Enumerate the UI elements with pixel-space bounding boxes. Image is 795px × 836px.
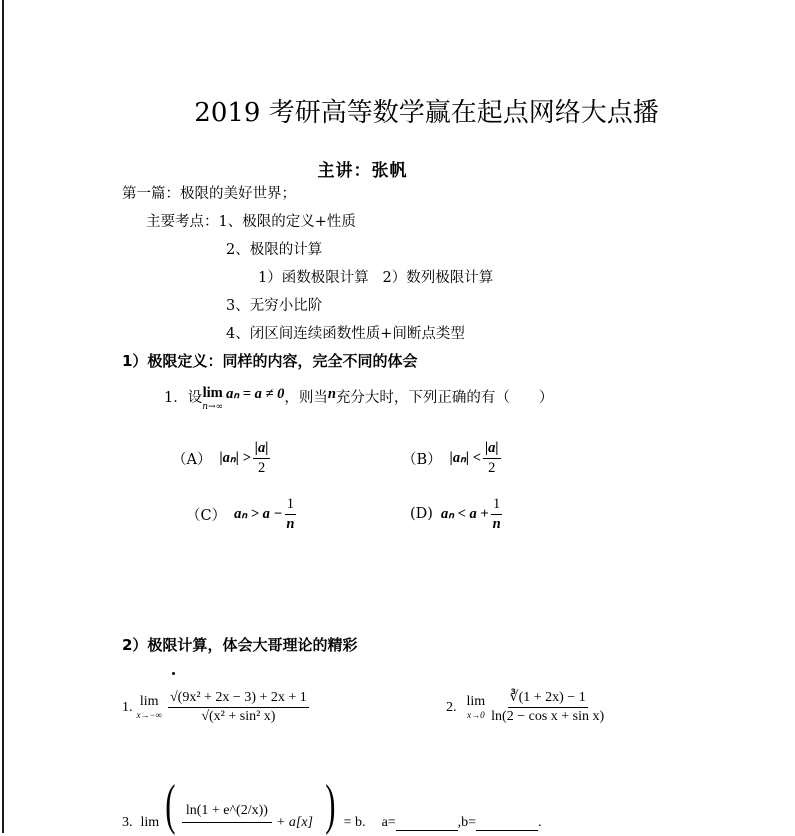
outline-item: 2、极限的计算 bbox=[226, 242, 323, 258]
section-heading: 2）极限计算，体会大哥理论的精彩 bbox=[122, 636, 358, 654]
document-title: 2019 考研高等数学赢在起点网络大点播 bbox=[194, 98, 659, 128]
fraction: $\frac{1}{n}$ bbox=[492, 496, 501, 532]
question-text: ，则当 bbox=[284, 390, 328, 406]
option-b[interactable]: （B） |aₙ| < $\frac{|a|}{2}$ bbox=[402, 440, 499, 476]
problem-3: 3. lim ( ln(1 + e^(2/x)) + a[x] ) = b. a= ,b= . bbox=[122, 774, 542, 836]
question-prefix: 1．设 bbox=[164, 390, 203, 406]
fraction: $\frac{|a|}{2}$ bbox=[484, 440, 499, 476]
limit-expression: aₙ = a ≠ 0 bbox=[226, 386, 285, 402]
fraction: $\frac{\text{√(9x² + 2x − 3) + 2x + 1}}{\text{√(x² + sin² x)}}$ bbox=[169, 690, 307, 725]
limit-operator: lim n→∞ bbox=[202, 385, 224, 412]
fraction: ln(1 + e^(2/x)) bbox=[182, 803, 272, 829]
chapter-line: 第一篇：极限的美好世界； bbox=[122, 186, 296, 202]
option-c[interactable]: （C） aₙ > a − $\frac{1}{n}$ bbox=[186, 496, 295, 532]
fraction: $\frac{1}{n}$ bbox=[286, 496, 295, 532]
bullet-dot bbox=[172, 672, 175, 675]
left-paren: ( bbox=[165, 774, 176, 836]
section-heading: 1）极限定义：同样的内容，完全不同的体会 bbox=[122, 352, 418, 370]
limit-operator: lim x→0 bbox=[466, 694, 486, 721]
outline-item: 4、闭区间连续函数性质+间断点类型 bbox=[226, 326, 465, 342]
problem-2: 2. lim x→0 $\frac{∛(1 + 2x) - 1}{\text{ln(2 − cos x + sin x)}}$ bbox=[446, 690, 605, 725]
variable-n: n bbox=[327, 386, 336, 402]
outline-item: 1）函数极限计算 2）数列极限计算 bbox=[258, 270, 494, 286]
outline-item: 3、无穷小比阶 bbox=[226, 298, 323, 314]
key-points-label: 主要考点： bbox=[146, 214, 219, 230]
outline-item: 1、极限的定义+性质 bbox=[218, 214, 356, 230]
question-text: 充分大时，下列正确的有（ ） bbox=[335, 390, 554, 406]
speaker-line: 主讲：张帆 bbox=[317, 161, 408, 181]
answer-blank-a[interactable] bbox=[396, 818, 458, 831]
problem-1: 1. lim x→−∞ $\frac{\text{√(9x² + 2x − 3) + 2x + 1}}{\text{√(x² + sin² x)}}$ bbox=[122, 690, 307, 725]
answer-blank-b[interactable] bbox=[476, 818, 538, 831]
right-paren: ) bbox=[325, 774, 336, 836]
option-a[interactable]: （A） |aₙ| > $\frac{|a|}{2}$ bbox=[172, 440, 269, 476]
fraction: $\frac{∛(1 + 2x) - 1}{\text{ln(2 − cos x + sin x)}}$ bbox=[491, 690, 605, 725]
fraction: $\frac{|a|}{2}$ bbox=[254, 440, 269, 476]
option-d[interactable]: (D) aₙ < a + $\frac{1}{n}$ bbox=[410, 496, 501, 532]
limit-operator: lim x→−∞ bbox=[136, 694, 162, 721]
question-1 bbox=[164, 386, 553, 412]
key-points-row bbox=[146, 210, 356, 231]
